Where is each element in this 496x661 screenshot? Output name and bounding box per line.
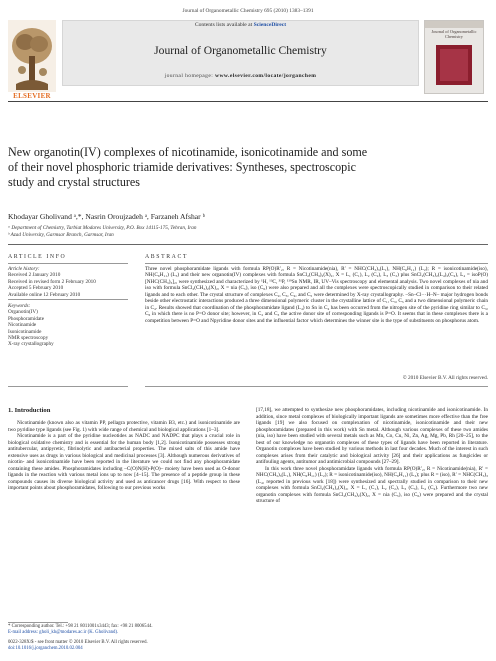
- body-column-right: [256, 407, 488, 505]
- history-label: Article history:: [8, 266, 40, 272]
- history-item: Accepted 5 February 2010: [8, 285, 64, 292]
- elsevier-wordmark: ELSEVIER: [13, 92, 51, 100]
- footnote-rule: [8, 622, 68, 623]
- abstract-end-rule: [145, 386, 488, 387]
- keyword: X-ray crystallography: [8, 341, 54, 348]
- cover-artwork-inner: [440, 49, 468, 81]
- keyword: NMR spectroscopy: [8, 335, 49, 342]
- cover-journal-name: Journal of Organometallic Chemistry: [431, 29, 477, 39]
- article-history: [8, 266, 128, 298]
- header-rule: [8, 101, 488, 102]
- cover-band: [425, 21, 483, 28]
- title-line: New organotin(IV) complexes of nicotinamide, isonicotinamide and some: [8, 145, 368, 159]
- journal-cover-thumbnail: [424, 20, 484, 94]
- journal-homepage: [62, 73, 419, 79]
- history-item: Available online 12 February 2010: [8, 291, 81, 298]
- elsevier-tree-logo: [8, 20, 56, 92]
- article-info-rule: [8, 263, 128, 264]
- footnote-email[interactable]: E-mail address: gholi_kh@modares.ac.ir (K. Gholivand).: [8, 630, 119, 635]
- body-column-left: [8, 420, 240, 492]
- keywords-rule: [8, 299, 128, 300]
- article-info-end-rule: [8, 386, 128, 387]
- body-paragraph: [17,18], we attempted to synthesize new phosphoramidates, including nicotinamide and isonicotinamide. In addition, since metal complexes of biologically important ligands are sometimes more effective than the free ligands [19] we also focused on complexation of nicotinamide, isonicotinamide and their new phosphoramidates (prepared in this work) with Sn metal. Although various complexes of these two amides (nia, iso) have been studied with several metals such as Mn, Co, Cu, Ni, Zn, Ag, Mg, Pb, Rh [20–25], to the best of our knowledge no organotin complexes of these types of ligands have been reported in literature. Organotin complexes have been studied by various methods in last four decades. Much of the interest in such complexes arises from their catalytic and biological activity [26] and their applications as fungicides or antifouling agents, antitumor and antimicrobial compounds [27–29].: [256, 407, 488, 465]
- body-paragraph: Nicotinamide is a part of the pyridine nucleotides as NADC and NADPC that plays a crucial role in biological oxidative chemistry and is essential for the human body [1,2]. Isonicotinamide possesses strong antitubercular, antipyretic, fibrinolytic and antibacterial properties. The mixed salts of this amide have extensive uses as drugs in various biological and medicinal processes [3]. Although numerous derivatives of nicotin- and isonicotinamide have been reported in the literature we could not find any phosphoramidate containing these amides. Phosphoramidates including –C(O)N(H)-P(O)– moiety have been used as O-donor ligands in the reaction with various metal ions up to now [4–15]. The presence of a peptide group in these compounds causes its diverse biological activity and used as anticancer drugs [16]. With respect to these important points about phosphoramidates, following to our previous works: [8, 433, 240, 491]
- abstract-text: Three novel phosphoramidate ligands with formula RP(O)R′₂, R = Nicotinamide(nia), R′ = NHC(CH₃)₃(L₁), NH(C₆H₁₁) (L₂); R = isonicotinamide(iso), NH(C₆H₁₁) (L₃) and their new organotin(IV) complexes with formula SnCl₂(CH₃)₂(X)₂, X = L₁ (C₁), L₂ (C₂), L₃ (C₃) plus SnCl₂(CH₃)₂(L₄)₂(C₄), L₄ = isoP(O)[NHC(CH₃)₃]₂, were synthesized and characterized by ¹H, ¹³C, ³¹P, ¹¹⁹Sn NMR, IR, UV–Vis spectroscopy and elemental analysis. Two novel complexes of nia and iso with formula SnCl₂(CH₃)₂(X)₂, X = nia (C₅), iso (C₆) were also prepared and all the complexes were spectroscopically studied in comparison to their related ligands and to each other. The crystal structure of complexes C₂, C₃, C₄, and C₅ were determined by X-ray crystallography. –Sn–Cl···H–N– major hydrogen bonds beside other electrostatic interactions produced a three dimensional polymeric cluster in the crystalline lattice of C₁, C₃, C₅ and a two dimensional polymeric chain in C₄. Results showed that coordination of the phosphoramidate ligand (L₄) to Sn in C₄ has been occurred from the nitrogen site of the pyridine ring similar to C₃, C₆ in which there is no P=O donor site; however, in C₂ and C₃ the active donor site of corresponding ligands is P=O. It seems that in these complexes there is a competition between P=O and Npyridine donor sites and the influential factor which determines the winner site is the type of substituents on phosphorus atom.: [145, 266, 488, 324]
- title-line: study and crystal structures: [8, 174, 140, 189]
- article-info-heading: ARTICLE INFO: [8, 254, 67, 260]
- history-item: Received in revised form 2 February 2010: [8, 278, 96, 285]
- article-title: [8, 145, 488, 189]
- author-list: Khodayar Gholivand ᵃ,*, Nasrin Oroujzadeh ᵃ, Farzaneh Afshar ᵇ: [8, 212, 205, 221]
- copyright: © 2010 Elsevier B.V. All rights reserved.: [402, 375, 488, 381]
- keyword: Organotin(IV): [8, 309, 38, 316]
- homepage-prefix: journal homepage:: [164, 73, 214, 79]
- running-head: Journal of Organometallic Chemistry 695 (2010) 1383–1391: [182, 8, 314, 14]
- history-item: Received 2 January 2010: [8, 272, 61, 279]
- keyword: Phosphoramidate: [8, 315, 45, 322]
- affiliation: ᵃ Department of Chemistry, Tarbiat Modares University, P.O. Box 14115-175, Tehran, Iran: [8, 225, 197, 231]
- issn-line: 0022-328X/$ - see front matter © 2010 Elsevier B.V. All rights reserved.: [8, 640, 148, 645]
- abstract-heading: ABSTRACT: [145, 254, 189, 260]
- title-line: of their novel phosphoric triamide derivatives: Syntheses, spectroscopic: [8, 159, 356, 174]
- body-paragraph: Nicotinamide (known also as vitamin PP, pellagra protective, vitamin B3, etc.) and isonicotinamide are two pyridine type ligands (see Fig. 1) with wide range of chemical and biological applications [1–3].: [8, 420, 240, 433]
- affiliation: ᵇ Azad University, Garmsar Branch, Garmsar, Iran: [8, 231, 114, 238]
- journal-title: Journal of Organometallic Chemistry: [154, 44, 327, 57]
- section-heading-introduction: 1. Introduction: [8, 407, 51, 414]
- affiliations: [8, 225, 488, 239]
- sciencedirect-link[interactable]: ScienceDirect: [253, 22, 287, 28]
- keyword: Isonicotinamide: [8, 328, 42, 335]
- footnote-line: * Corresponding author. Tel.: +98 21 8011001x3443; fax: +98 21 8006544.: [8, 624, 153, 629]
- keyword: Nicotinamide: [8, 322, 37, 329]
- keywords: [8, 303, 128, 348]
- front-matter-info: [8, 640, 308, 652]
- corresponding-author-footnote: [8, 624, 240, 636]
- cover-artwork: [436, 45, 472, 85]
- homepage-url[interactable]: www.elsevier.com/locate/jorganchem: [215, 73, 317, 79]
- section-rule: [8, 244, 488, 245]
- contents-line: [62, 22, 419, 28]
- doi-line[interactable]: doi:10.1016/j.jorganchem.2010.02.004: [8, 646, 83, 651]
- keywords-label: Keywords:: [8, 303, 31, 309]
- contents-prefix: Contents lists available at: [194, 22, 253, 28]
- abstract-rule: [145, 263, 488, 264]
- body-paragraph: In this work three novel phosphoramidate ligands with formula RP(O)R′₂, R = Nicotinamide(nia), R′ = NHC(CH₃)₃(L₁), NH(C₆H₁₁) (L₂); R = isonicotinamide(iso), NH(C₆H₁₁) (L₃); plus R = (iso), R′ = NHC(CH₃)₃ (L₄, reported in previous work [18]) were synthesized and spectrally studied in comparison to their new complexes with formula SnCl₂(CH₃)₂(X)₂, X = L₁ (C₁), L₂ (C₂), L₃ (C₃), L₄ (C₄). Furthermore two new organotin complexes with formula SnCl₂(CH₃)₂(X)₂, X = nia (C₅), iso (C₆) were prepared and the crystal structure of: [256, 465, 488, 504]
